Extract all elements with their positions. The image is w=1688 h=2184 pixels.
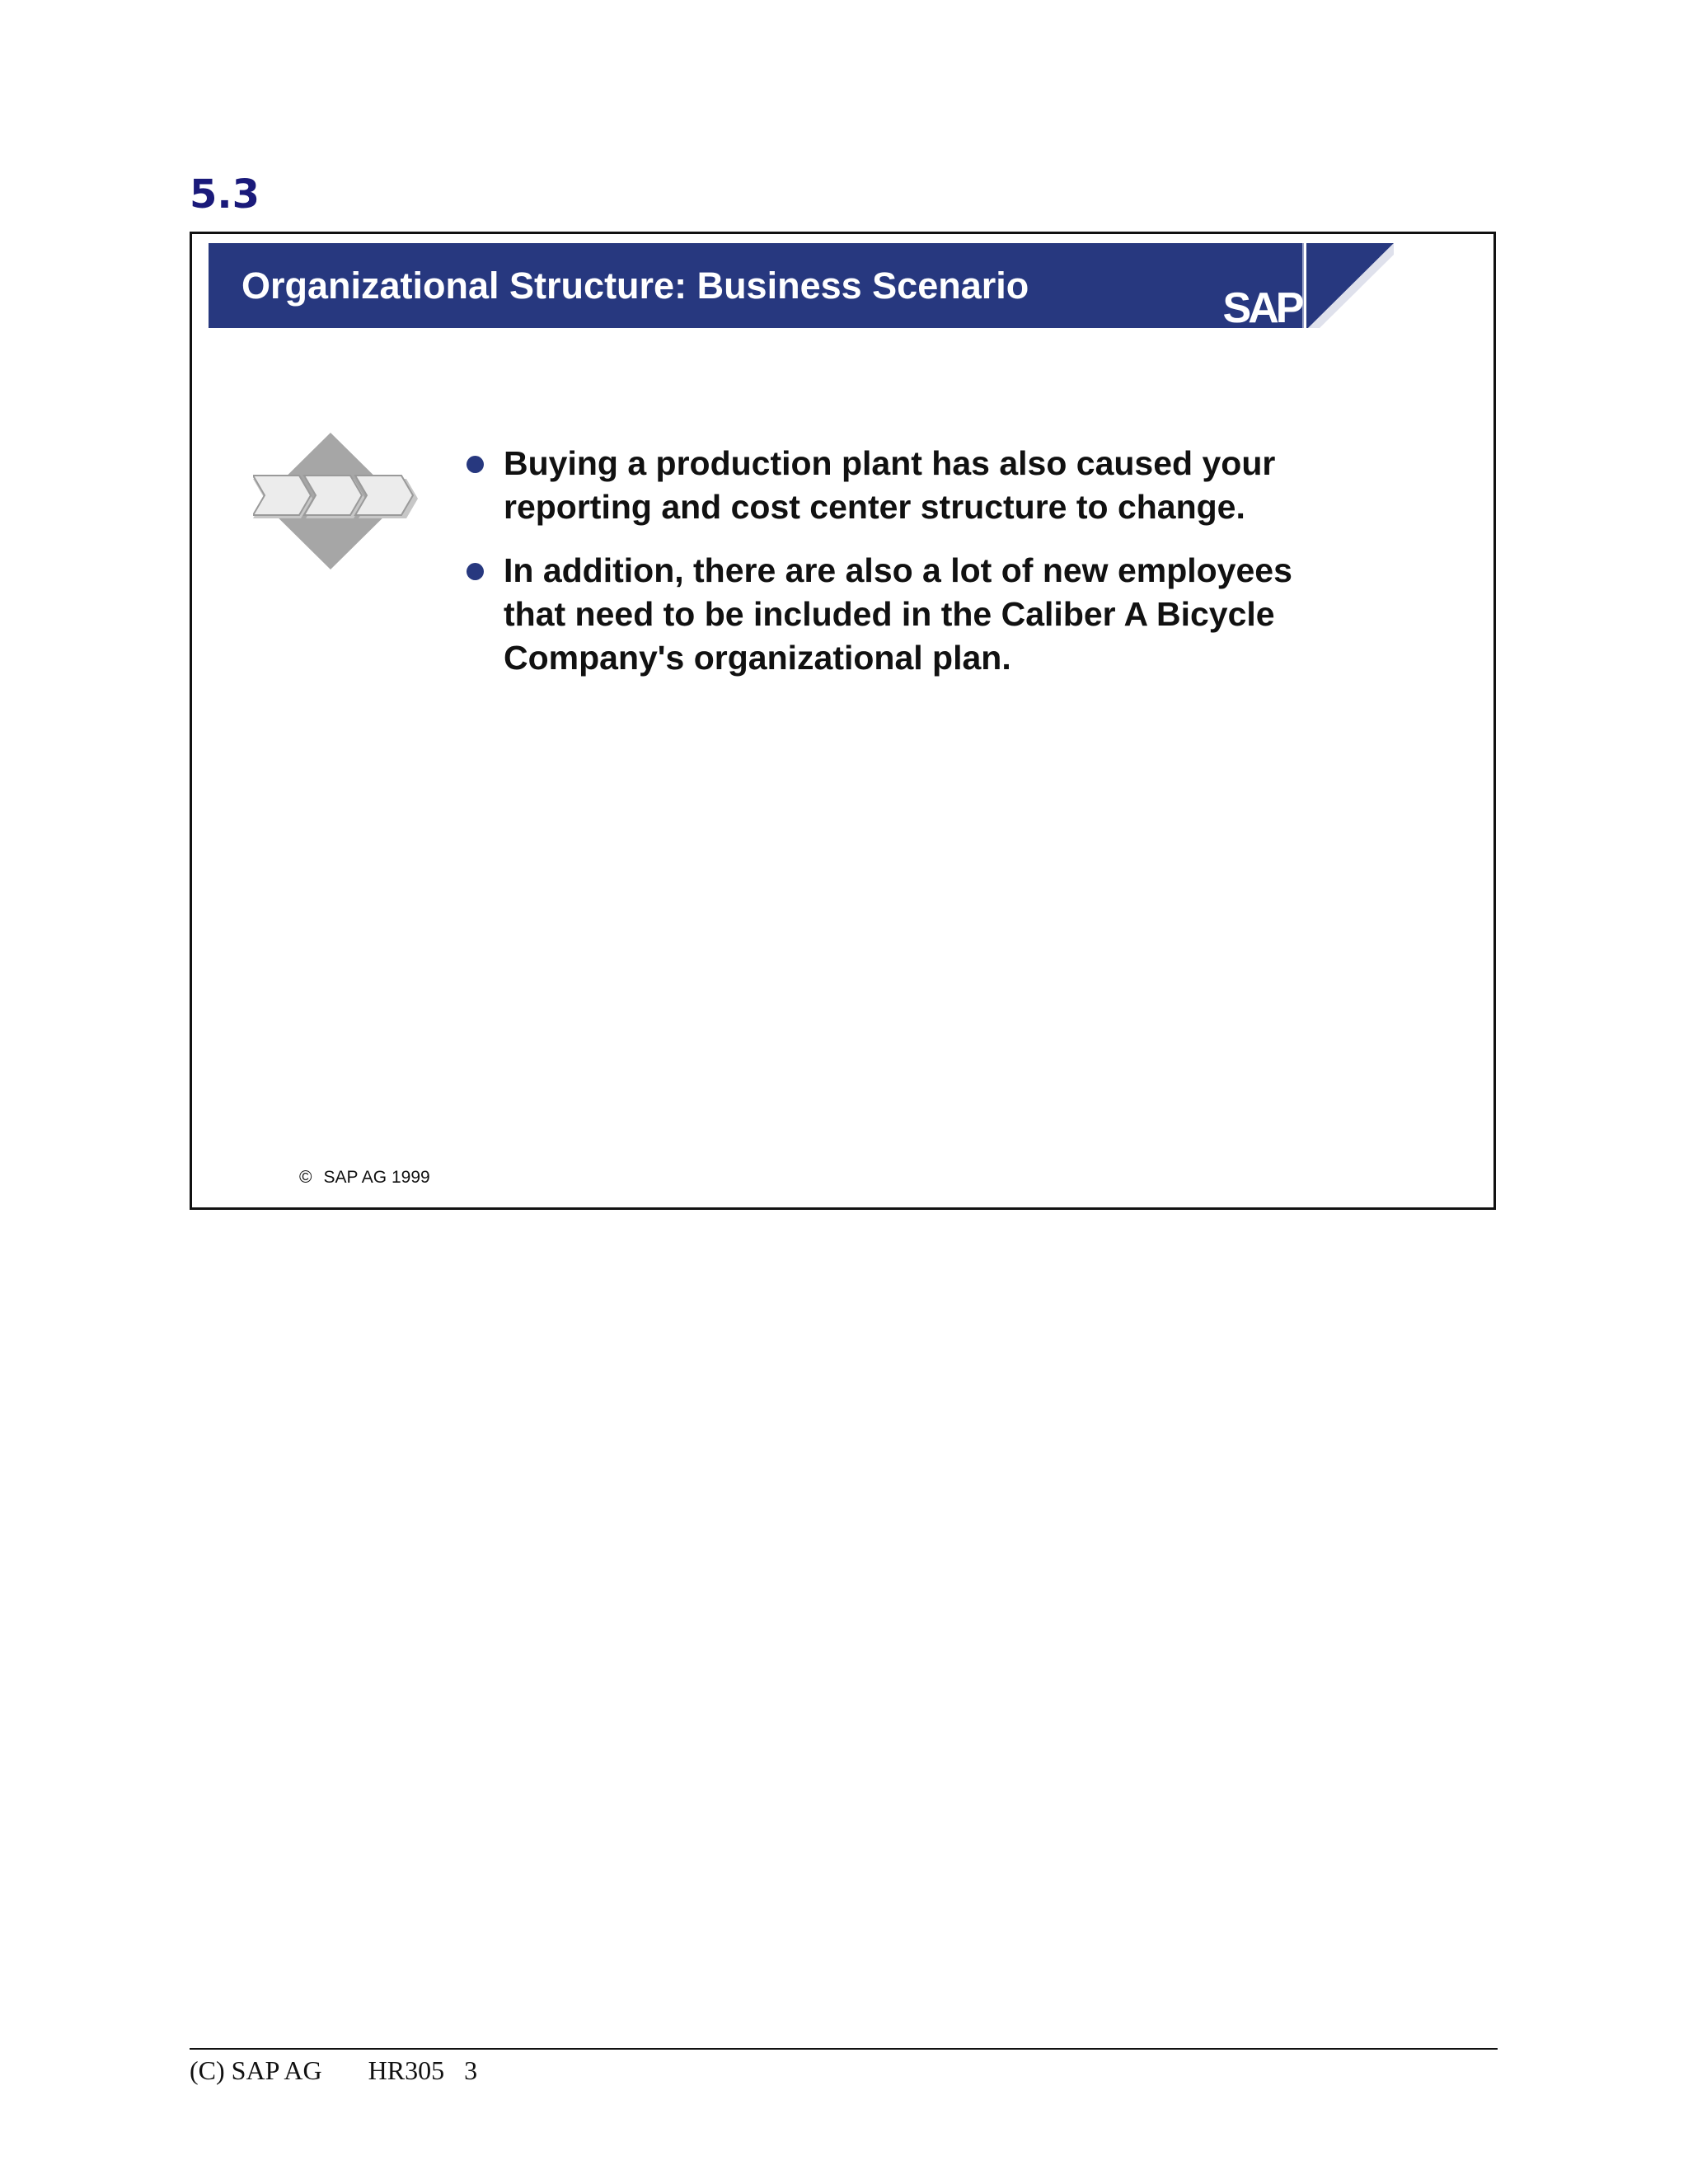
section-number: 5.3 (190, 171, 260, 218)
bullet-dot-icon (467, 563, 484, 580)
bullet-text: In addition, there are also a lot of new employees that need to be included in the Caliber A Bicycle Company's organizational plan. (504, 551, 1292, 677)
process-chevrons-icon (253, 429, 418, 573)
bullet-item (464, 442, 1329, 529)
slide-frame (190, 232, 1496, 1210)
copyright-text: SAP AG 1999 (323, 1168, 430, 1187)
footer-divider (190, 2048, 1498, 2050)
bullet-item (464, 549, 1329, 680)
slide-title-bar (209, 243, 1221, 328)
slide-title: Organizational Structure: Business Scenario (241, 264, 1029, 307)
bullet-text: Buying a production plant has also caused your reporting and cost center structure to change. (504, 444, 1276, 526)
slide-copyright (299, 1168, 430, 1188)
sap-logo (1221, 243, 1394, 328)
page-footer: (C) SAP AG HR305 3 (190, 2055, 478, 2085)
bullet-dot-icon (467, 456, 484, 473)
bullet-list (464, 442, 1329, 700)
copyright-icon: © (299, 1168, 312, 1187)
sap-logo-text: SAP (1222, 284, 1301, 328)
